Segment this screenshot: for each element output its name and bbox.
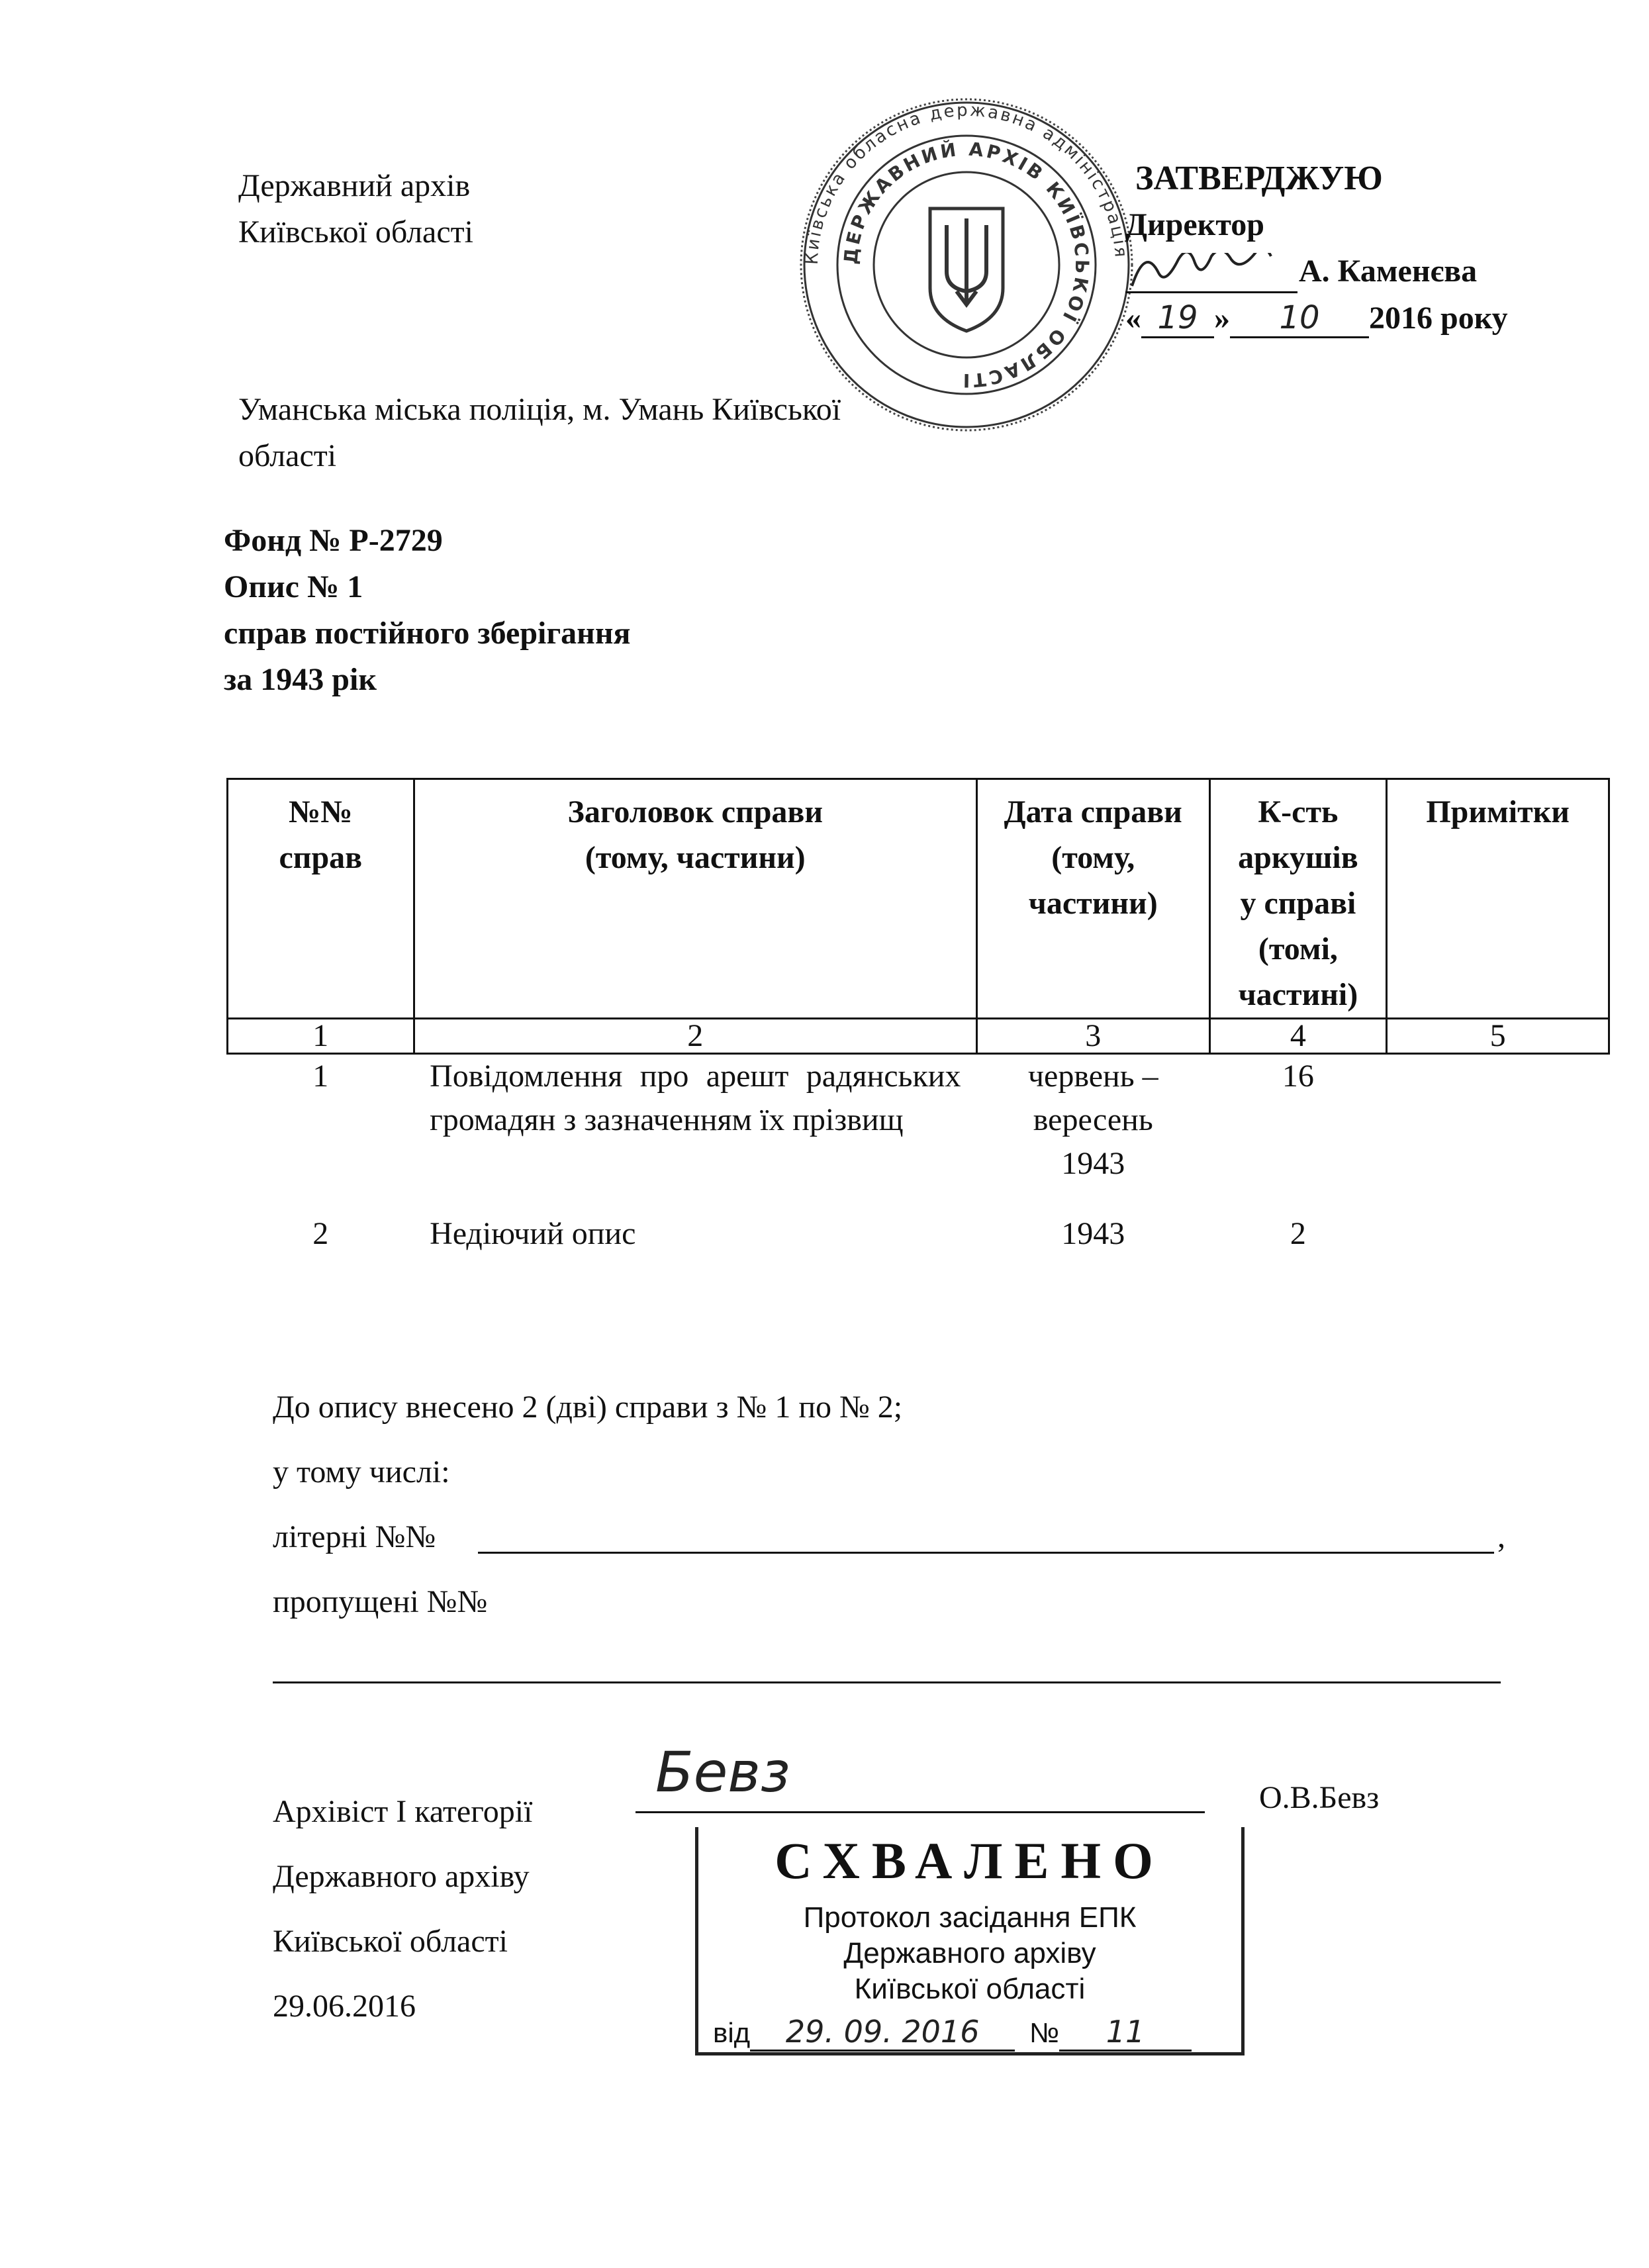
column-number: 5 (1387, 1019, 1609, 1054)
table-row (228, 1054, 1609, 1186)
table-header-row (228, 779, 1609, 1019)
approval-stamp-number-value: 11 (1059, 2014, 1192, 2052)
signer-position (273, 1779, 532, 2039)
signature-underline (636, 1811, 1205, 1813)
case-date: червень – вересень 1943 (1027, 1059, 1158, 1181)
director-signature-line (1125, 253, 1297, 293)
institution-line2: Київської області (238, 214, 473, 250)
fund-info (224, 518, 630, 703)
fund-owner-line1: Уманська міська поліція, м. Умань Київської (238, 392, 841, 427)
institution-line1: Державний архів (238, 168, 471, 203)
column-number: 1 (228, 1019, 414, 1054)
summary-literal-end: , (1497, 1519, 1505, 1554)
summary-line2: у тому числі: (273, 1454, 450, 1489)
inventory-kind: справ постійного зберігання (224, 616, 631, 651)
column-number: 2 (414, 1019, 976, 1054)
case-date: 1943 (1061, 1216, 1125, 1251)
approval-stamp-from: від 29. 09. 2016 (713, 2014, 1015, 2052)
case-number: 1 (312, 1059, 329, 1094)
approve-title: ЗАТВЕРДЖУЮ (1135, 160, 1383, 197)
literal-underline (478, 1552, 1494, 1554)
case-title: Недіючий опис (430, 1216, 636, 1251)
inventory-table (226, 778, 1610, 1256)
fund-owner-line2: області (238, 438, 337, 473)
round-seal (794, 93, 1139, 437)
approve-date: « 19 » 10 2016 року (1125, 299, 1508, 338)
summary-literal-label: літерні №№ (273, 1519, 436, 1554)
director-signature (1125, 253, 1297, 291)
approval-stamp-title: СХВАЛЕНО (775, 1832, 1165, 1889)
summary-missing-label: пропущені №№ (273, 1584, 488, 1619)
column-number: 3 (976, 1019, 1209, 1054)
signer-position-line1: Архівіст І категорії (273, 1794, 533, 1829)
inventory-period: за 1943 рік (224, 662, 377, 697)
fund-owner (238, 387, 841, 479)
approval-stamp-line1: Протокол засідання ЕПК (803, 1901, 1137, 1934)
signer-date: 29.06.2016 (273, 1989, 416, 2024)
approval-stamp-date: 29. 09. 2016 (750, 2014, 1015, 2052)
approval-stamp-line3: Київської області (854, 1973, 1086, 2005)
approval-stamp-line2: Державного архіву (843, 1937, 1096, 1969)
table-row (228, 1186, 1609, 1256)
approve-position: Директор (1125, 207, 1264, 242)
summary-line1: До опису внесено 2 (дві) справи з № 1 по № 2; (273, 1390, 903, 1425)
col-header-sheets: К-сть аркушів у справі (томі, частині) (1209, 779, 1387, 1019)
approve-name: А. Каменєва (1299, 254, 1478, 289)
institution-block (238, 163, 473, 256)
handwritten-signature: Бевз (655, 1740, 790, 1805)
seal-outer-text: Київська обласна державна адміністрація (802, 100, 1131, 265)
inventory-number: Опис № 1 (224, 569, 363, 604)
column-number: 4 (1209, 1019, 1387, 1054)
approve-day: 19 (1141, 299, 1214, 338)
approval-stamp-number: № 11 (1029, 2014, 1192, 2052)
case-sheets: 16 (1282, 1059, 1314, 1094)
col-header-number: №№ справ (228, 779, 414, 1019)
approve-year: 2016 року (1369, 301, 1508, 336)
signer-name: О.В.Бевз (1259, 1780, 1380, 1815)
signer-position-line3: Київської області (273, 1924, 508, 1959)
col-header-title: Заголовок справи (тому, частини) (414, 779, 976, 1019)
case-number: 2 (312, 1216, 329, 1251)
case-title: Повідомлення про арешт радянських громадян з зазначенням їх прізвищ (430, 1059, 961, 1137)
column-numbers-row (228, 1019, 1609, 1054)
trident-emblem-icon (930, 209, 1003, 331)
case-note (1387, 1054, 1609, 1186)
col-header-notes: Примітки (1387, 779, 1609, 1019)
signer-position-line2: Державного архіву (273, 1859, 530, 1894)
approval-stamp (695, 1827, 1245, 2055)
fund-number: Фонд № Р-2729 (224, 523, 443, 558)
approve-month: 10 (1230, 299, 1369, 338)
case-note (1387, 1186, 1609, 1256)
col-header-date: Дата справи (тому, частини) (976, 779, 1209, 1019)
missing-underline (273, 1681, 1501, 1683)
seal-inner-text: ДЕРЖАВНИЙ АРХІВ КИЇВСЬКОЇ ОБЛАСТІ (839, 138, 1094, 392)
case-sheets: 2 (1290, 1216, 1306, 1251)
